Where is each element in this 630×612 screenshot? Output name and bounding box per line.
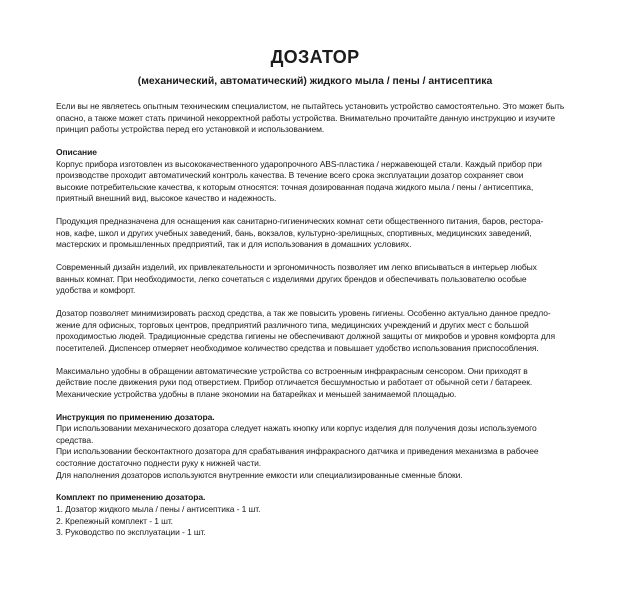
page-subtitle: (механический, автоматический) жидкого мыла / пены / антисептика (137, 76, 493, 87)
design-paragraph (56, 262, 616, 297)
instructions-line: Для наполнения дозаторов используются внутренние емкости или специализированные сменные блоки. (56, 469, 463, 480)
convenience-line: Максимально удобны в обращении автоматические устройства со встроенным инфракрасным сенсором. Они приходят в (56, 365, 528, 376)
description-heading: Описание (56, 146, 97, 157)
kit-item: 1. Дозатор жидкого мыла / пены / антисептика - 1 шт. (56, 503, 261, 514)
purpose-line: нов, кафе, школ и других учебных заведений, бань, вокзалов, культурно-зрелищных, спортивных, медицинских заведений, (56, 227, 532, 238)
intro-line: Если вы не являетесь опытным техническим специалистом, не пытайтесь установить устройство самостоятельно. Это может быть (56, 101, 565, 111)
intro-paragraph (56, 101, 616, 136)
intro-line: принцип работы устройства перед его установкой и использованием. (56, 124, 325, 135)
economy-paragraph (56, 308, 616, 354)
document-body (56, 101, 616, 550)
description-line: приятный внешний вид, высокое качество и надежность. (56, 193, 277, 204)
design-line: Современный дизайн изделий, их привлекательности и эргономичность позволяет им легко вписываться в интерьер любых (56, 262, 537, 273)
instructions-line: При использовании механического дозатора следует нажать кнопку или корпус изделия для получения дозы используемого (56, 423, 537, 434)
instructions-line: средства. (56, 434, 94, 445)
instructions-heading: Инструкция по применению дозатора. (56, 411, 215, 422)
description-section (56, 147, 616, 205)
economy-line: жение для офисных, торговых центров, предприятий различного типа, медицинских учреждений и других мест с большой (56, 319, 529, 330)
design-line: ванных комнат. При необходимости, легко сочетаться с изделиями других брендов и обеспечивать пользователю особые (56, 273, 527, 284)
kit-item: 3. Руководство по эксплуатации - 1 шт. (56, 527, 206, 538)
description-line: Корпус прибора изготовлен из высококачественного ударопрочного ABS-пластика / нержавеющей стали. Каждый прибор при (56, 158, 542, 169)
instructions-line: При использовании бесконтактного дозатора для срабатывания инфракрасного датчика и приведения механизма в рабочее (56, 446, 539, 457)
description-line: высокие потребительские качества, к которым относятся: точная дозированная подача жидкого мыла / пены / антисептика, (56, 181, 534, 192)
economy-line: Дозатор позволяет минимизировать расход средства, а так же повысить уровень гигиены. Особенно актуально данное предло- (56, 308, 551, 319)
convenience-line: действие после движения руки под отверстием. Прибор отличается бесшумностью и работает от обычной сети / батареек. (56, 377, 533, 388)
kit-section (56, 492, 616, 538)
economy-line: посетителей. Диспенсер отмеряет необходимое количество средства и повышает удобство использования приспособления. (56, 342, 539, 353)
kit-heading: Комплект по применению дозатора. (56, 492, 206, 503)
design-line: удобства и комфорт. (56, 285, 136, 296)
instructions-line: состояние достаточно поднести руку к нижней части. (56, 457, 262, 468)
instructions-section (56, 412, 616, 482)
kit-item: 2. Крепежный комплект - 1 шт. (56, 515, 173, 526)
purpose-paragraph (56, 216, 616, 251)
purpose-line: мастерских и промышленных предприятий, так и для использования в домашних условиях. (56, 239, 412, 250)
intro-line: опасно, а также может стать причиной некорректной работы устройства. Внимательно прочитайте данную инструкцию и изучите (56, 112, 556, 123)
convenience-line: Механические устройства удобны в плане экономии на батарейках и меньшей занимаемой площадью. (56, 388, 457, 399)
economy-line: проходимостью людей. Традиционные средства гигиены не обеспечивают должной защиты от микробов и уровня комфорта для (56, 331, 556, 342)
convenience-paragraph (56, 366, 616, 401)
description-line: производстве проходит автоматический контроль качества. В течение всего срока эксплуатации дозатор сохраняет свои (56, 170, 524, 181)
page-title: ДОЗАТОР (270, 47, 360, 67)
purpose-line: Продукция предназначена для оснащения как санитарно-гигиенических комнат сети общественного питания, баров, ресторa- (56, 216, 544, 227)
